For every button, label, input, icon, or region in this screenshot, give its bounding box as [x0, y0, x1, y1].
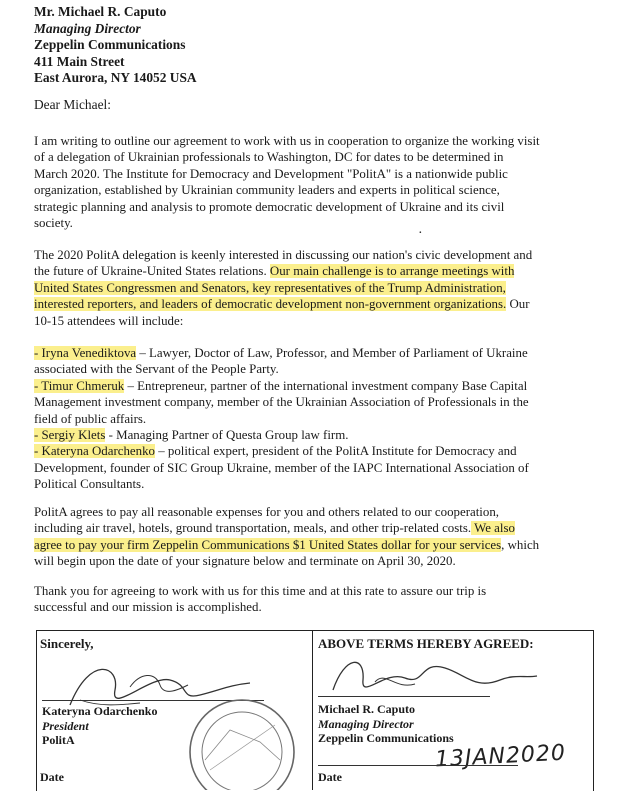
- signature-right-image: [325, 650, 545, 710]
- paragraph-intro: [34, 133, 594, 231]
- signer-left-title: President: [42, 718, 89, 733]
- attendee-name: - Timur Chmeruk: [34, 378, 125, 393]
- attendee-line: [34, 443, 594, 459]
- text-line: will begin upon the date of your signature below and terminate on April 30, 2020.: [34, 554, 456, 569]
- attendee-line: Development, founder of SIC Group Ukraine, member of the IAPC International Association of: [34, 460, 529, 475]
- recipient-name: Mr. Michael R. Caputo: [34, 4, 167, 19]
- text-line: [34, 537, 594, 553]
- text-line: successful and our mission is accomplished.: [34, 600, 262, 615]
- signer-right-title: Managing Director: [318, 716, 414, 731]
- greeting: Dear Michael:: [34, 97, 111, 112]
- date-line-right: [318, 765, 518, 766]
- paragraph-payment: [34, 504, 594, 570]
- text-segment: including air travel, hotels, ground transportation, meals, and other trip-related costs.: [34, 521, 472, 536]
- attendee-name: - Iryna Venediktova: [34, 346, 137, 360]
- text-line: Thank you for agreeing to work with us for this time and at this rate to assure our trip is: [34, 584, 487, 598]
- text-segment: Our: [506, 297, 530, 312]
- signer-right: [318, 702, 454, 746]
- attendee-line: Management investment company, member of the Ukrainian Association of Professionals in the: [34, 395, 529, 410]
- attendee-description: – Entrepreneur, partner of the international investment company Base Capital: [124, 378, 528, 393]
- paragraph-closing: [34, 583, 594, 616]
- date-label-right: Date: [318, 770, 342, 784]
- handwritten-date: 13JAN2020: [434, 740, 567, 773]
- text-line: society.: [34, 216, 73, 231]
- signature-line-right: [318, 696, 490, 697]
- text-segment: , which: [501, 537, 540, 552]
- highlighted-text: We also: [471, 521, 515, 536]
- text-line: [34, 280, 594, 296]
- signer-left-name: Kateryna Odarchenko: [42, 704, 158, 718]
- recipient-street: 411 Main Street: [34, 53, 125, 69]
- recipient-address: [34, 4, 197, 87]
- text-line: March 2020. The Institute for Democracy and Development "PolitA" is a nationwide public: [34, 166, 508, 181]
- signer-left: [42, 704, 157, 748]
- signer-right-name: Michael R. Caputo: [318, 702, 415, 716]
- date-label-left: Date: [40, 770, 64, 784]
- text-line: 10-15 attendees will include:: [34, 313, 184, 328]
- signature-divider: [312, 630, 313, 790]
- text-line: PolitA agrees to pay all reasonable expenses for you and others related to our cooperation,: [34, 505, 499, 519]
- official-stamp-image: [180, 690, 300, 790]
- text-line: [34, 263, 594, 279]
- attendee-name: - Sergiy Klets: [34, 428, 106, 443]
- signer-right-org: Zeppelin Communications: [318, 731, 454, 745]
- attendee-line: field of public affairs.: [34, 411, 147, 426]
- stray-mark: ·: [418, 226, 423, 241]
- text-line: The 2020 PolitA delegation is keenly interested in discussing our nation's civic development and: [34, 248, 533, 262]
- attendee-line: [34, 427, 594, 443]
- attendee-description: – Lawyer, Doctor of Law, Professor, and Member of Parliament of Ukraine: [136, 346, 528, 360]
- text-line: of a delegation of Ukrainian professionals to Washington, DC for dates to be determined in: [34, 150, 504, 165]
- recipient-company: Zeppelin Communications: [34, 37, 186, 53]
- text-line: strategic planning and analysis to promote democratic development of Ukraine and its civil: [34, 199, 505, 214]
- highlighted-text: United States Congressmen and Senators, key representatives of the Trump Administration,: [34, 280, 506, 295]
- signer-left-org: PolitA: [42, 733, 75, 747]
- text-line: [34, 296, 594, 312]
- attendee-description: – political expert, president of the PolitA Institute for Democracy and: [154, 444, 517, 459]
- attendee-list: [34, 345, 594, 493]
- attendee-name: - Kateryna Odarchenko: [34, 444, 155, 459]
- paragraph-delegation: [34, 247, 594, 329]
- highlighted-text: Our main challenge is to arrange meetings with: [269, 264, 515, 279]
- text-line: I am writing to outline our agreement to work with us in cooperation to organize the working visit: [34, 134, 540, 148]
- recipient-title: Managing Director: [34, 20, 141, 36]
- attendee-description: - Managing Partner of Questa Group law firm.: [105, 428, 349, 443]
- recipient-city: East Aurora, NY 14052 USA: [34, 70, 197, 86]
- text-line: organization, established by Ukrainian community leaders and experts in political science,: [34, 183, 500, 198]
- sincerely-label: Sincerely,: [40, 636, 94, 651]
- highlighted-text: interested reporters, and leaders of democratic development non-government organizations.: [34, 297, 507, 312]
- attendee-line: [34, 378, 594, 394]
- attendee-line: [34, 345, 594, 361]
- text-segment: the future of Ukraine-United States relations.: [34, 264, 267, 279]
- attendee-line: associated with the Servant of the People Party.: [34, 362, 279, 377]
- terms-agreed-label: ABOVE TERMS HEREBY AGREED:: [318, 636, 534, 651]
- highlighted-text: agree to pay your firm Zeppelin Communications $1 United States dollar for your services: [34, 537, 502, 552]
- attendee-line: Political Consultants.: [34, 477, 145, 492]
- text-line: [34, 520, 594, 536]
